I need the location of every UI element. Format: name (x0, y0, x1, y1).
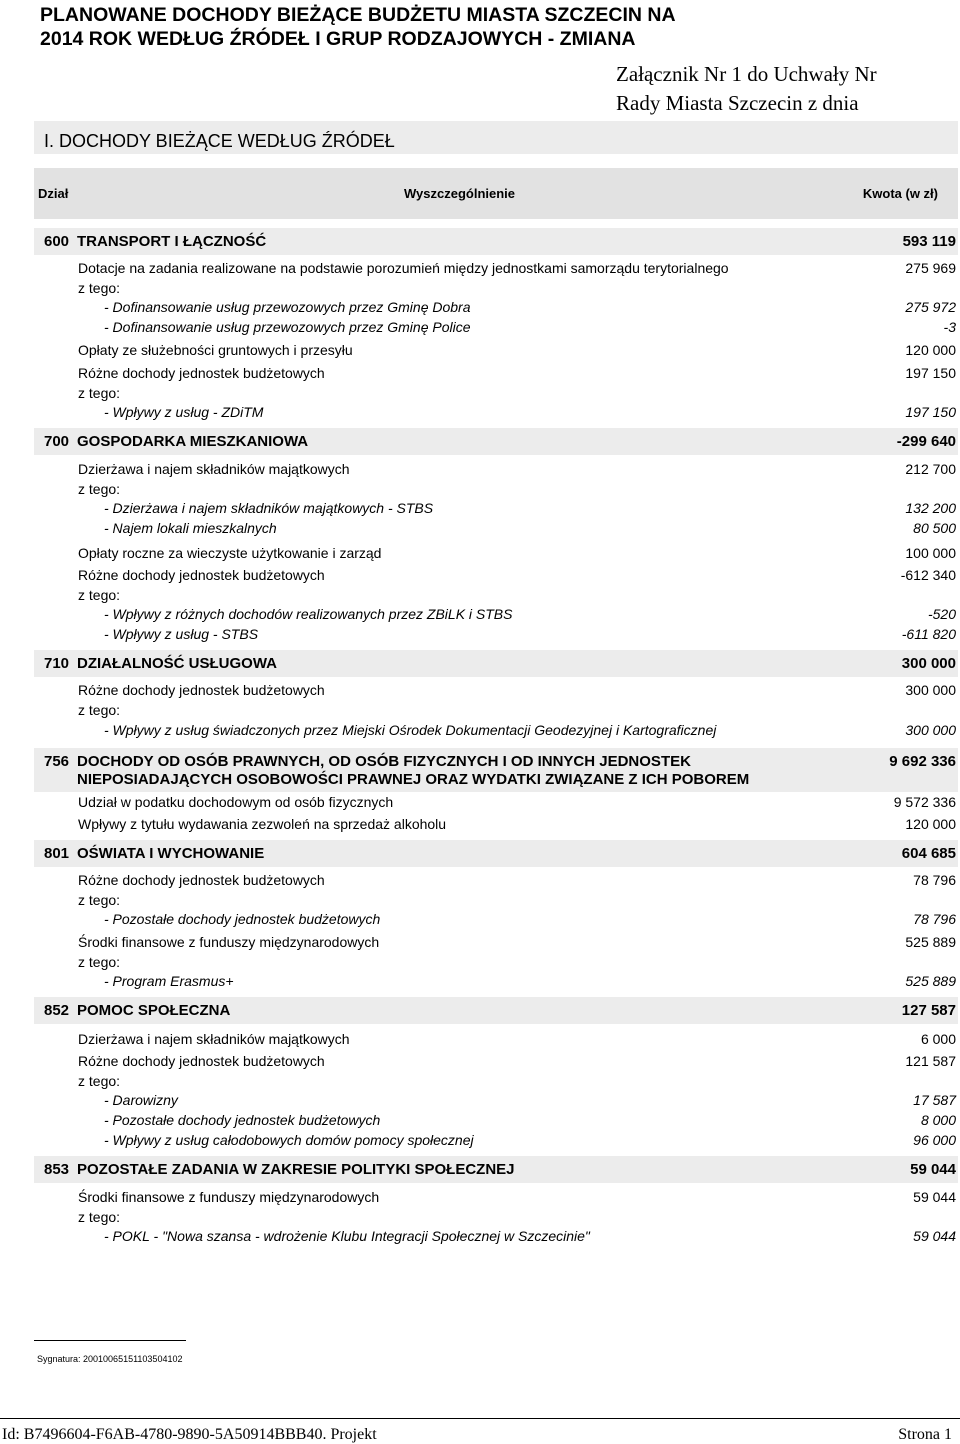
dzial-code: 853 (44, 1161, 70, 1178)
row-amount: 78 796 (913, 911, 956, 927)
row-label: - Wpływy z różnych dochodów realizowanych przez ZBiLK i STBS (104, 606, 513, 622)
footer-page: Strona 1 (898, 1426, 952, 1443)
note-label: z tego: (78, 280, 121, 296)
dzial-code: 801 (44, 845, 70, 862)
row-amount: 59 044 (913, 1228, 956, 1244)
row-amount: -520 (927, 606, 956, 622)
dzial-code: 710 (44, 655, 70, 672)
note-label: z tego: (78, 702, 121, 718)
dzial-label: POZOSTAŁE ZADANIA W ZAKRESIE POLITYKI SPOŁECZNEJ (77, 1161, 515, 1178)
row-label: - Wpływy z usług - ZDiTM (104, 404, 264, 420)
row-amount: 9 572 336 (893, 794, 956, 810)
row-label: - Dofinansowanie usług przewozowych przez Gminę Police (104, 319, 471, 335)
row-amount: 300 000 (905, 722, 956, 738)
row-label: Dzierżawa i najem składników majątkowych (78, 461, 350, 477)
row-amount: 78 796 (913, 872, 956, 888)
dzial-label: DOCHODY OD OSÓB PRAWNYCH, OD OSÓB FIZYCZNYCH I OD INNYCH JEDNOSTEK (77, 753, 691, 770)
row-amount: 132 200 (905, 500, 956, 516)
row-amount: -612 340 (900, 567, 956, 583)
row-amount: 59 044 (913, 1189, 956, 1205)
row-amount: 212 700 (905, 461, 956, 477)
row-amount: 96 000 (913, 1132, 956, 1148)
note-label: z tego: (78, 892, 121, 908)
note-label: z tego: (78, 481, 121, 497)
note-label: z tego: (78, 587, 121, 603)
row-label: - Darowizny (104, 1092, 178, 1108)
row-amount: 525 889 (905, 934, 956, 950)
row-amount: 100 000 (905, 545, 956, 561)
dzial-code: 600 (44, 233, 70, 250)
row-label: Różne dochody jednostek budżetowych (78, 682, 325, 698)
row-amount: 17 587 (913, 1092, 956, 1108)
dzial-code: 756 (44, 753, 70, 770)
row-amount: 197 150 (905, 365, 956, 381)
section-title: I. DOCHODY BIEŻĄCE WEDŁUG ŹRÓDEŁ (44, 131, 395, 151)
row-label: - Dofinansowanie usług przewozowych przez Gminę Dobra (104, 299, 471, 315)
footer-divider (0, 1418, 960, 1419)
row-amount: 525 889 (905, 973, 956, 989)
dzial-amount: 593 119 (902, 233, 956, 250)
row-label: Różne dochody jednostek budżetowych (78, 1053, 325, 1069)
dzial-label: TRANSPORT I ŁĄCZNOŚĆ (77, 233, 267, 250)
row-amount: 120 000 (905, 342, 956, 358)
row-label: Środki finansowe z funduszy międzynarodowych (78, 934, 380, 950)
note-label: z tego: (78, 385, 121, 401)
row-label: - Dzierżawa i najem składników majątkowych - STBS (104, 500, 434, 516)
row-amount: 275 969 (905, 260, 956, 276)
dzial-amount: 9 692 336 (889, 753, 956, 770)
annex-line-2: Rady Miasta Szczecin z dnia (616, 91, 859, 115)
title-line-1: PLANOWANE DOCHODY BIEŻĄCE BUDŻETU MIASTA SZCZECIN NA (40, 4, 676, 26)
note-label: z tego: (78, 954, 121, 970)
row-amount: 120 000 (905, 816, 956, 832)
row-label: Udział w podatku dochodowym od osób fizycznych (78, 794, 394, 810)
row-label: - Najem lokali mieszkalnych (104, 520, 277, 536)
row-label: Środki finansowe z funduszy międzynarodowych (78, 1189, 380, 1205)
dzial-amount: 127 587 (901, 1002, 956, 1019)
signature: Sygnatura: 20010065151103504102 (37, 1354, 183, 1364)
row-label: Różne dochody jednostek budżetowych (78, 567, 325, 583)
dzial-label: GOSPODARKA MIESZKANIOWA (77, 433, 309, 450)
header-amount: Kwota (w zł) (862, 186, 938, 201)
dzial-label: OŚWIATA I WYCHOWANIE (77, 845, 265, 862)
row-label: Opłaty ze służebności gruntowych i przesyłu (78, 342, 353, 358)
row-label: Dotacje na zadania realizowane na podstawie porozumień między jednostkami samorządu terytorialnego (78, 260, 729, 276)
dzial-amount: -299 640 (896, 433, 956, 450)
row-label: - Pozostałe dochody jednostek budżetowych (104, 1112, 381, 1128)
row-amount: 80 500 (913, 520, 956, 536)
dzial-amount: 300 000 (901, 655, 956, 672)
note-label: z tego: (78, 1209, 121, 1225)
header-dzial: Dział (38, 186, 69, 201)
signature-divider (34, 1340, 186, 1341)
row-amount: -611 820 (901, 626, 956, 642)
annex-line-1: Załącznik Nr 1 do Uchwały Nr (616, 62, 877, 86)
dzial-amount: 59 044 (910, 1161, 956, 1178)
row-label: Różne dochody jednostek budżetowych (78, 365, 325, 381)
title-line-2: 2014 ROK WEDŁUG ŹRÓDEŁ I GRUP RODZAJOWYCH - ZMIANA (40, 28, 636, 50)
header-description: Wyszczególnienie (404, 186, 516, 201)
row-amount: 8 000 (920, 1112, 956, 1128)
row-label: - Pozostałe dochody jednostek budżetowych (104, 911, 381, 927)
row-label: - Wpływy z usług świadczonych przez Miejski Ośrodek Dokumentacji Geodezyjnej i Kartograficznej (104, 722, 717, 738)
row-amount: 6 000 (920, 1031, 956, 1047)
row-label: Opłaty roczne za wieczyste użytkowanie i zarząd (78, 545, 382, 561)
row-label: - Program Erasmus+ (104, 973, 234, 989)
row-amount: 197 150 (905, 404, 956, 420)
row-amount: 300 000 (905, 682, 956, 698)
row-label: Wpływy z tytułu wydawania zezwoleń na sprzedaż alkoholu (78, 816, 447, 832)
row-label: - Wpływy z usług - STBS (104, 626, 259, 642)
note-label: z tego: (78, 1073, 121, 1089)
row-amount: 275 972 (905, 299, 956, 315)
dzial-code: 700 (44, 433, 70, 450)
dzial-amount: 604 685 (901, 845, 956, 862)
row-amount: 121 587 (905, 1053, 956, 1069)
row-label: Dzierżawa i najem składników majątkowych (78, 1031, 350, 1047)
row-label: Różne dochody jednostek budżetowych (78, 872, 325, 888)
dzial-label: DZIAŁALNOŚĆ USŁUGOWA (77, 655, 277, 672)
row-label: - POKL - "Nowa szansa - wdrożenie Klubu Integracji Społecznej w Szczecinie" (104, 1228, 590, 1244)
row-label: - Wpływy z usług całodobowych domów pomocy społecznej (104, 1132, 474, 1148)
dzial-label-line-2: NIEPOSIADAJĄCYCH OSOBOWOŚCI PRAWNEJ ORAZ WYDATKI ZWIĄZANE Z ICH POBOREM (77, 771, 750, 788)
dzial-code: 852 (44, 1002, 70, 1019)
footer-id: Id: B7496604-F6AB-4780-9890-5A50914BBB40. Projekt (2, 1426, 377, 1443)
row-amount: -3 (943, 319, 956, 335)
dzial-label: POMOC SPOŁECZNA (77, 1002, 231, 1019)
